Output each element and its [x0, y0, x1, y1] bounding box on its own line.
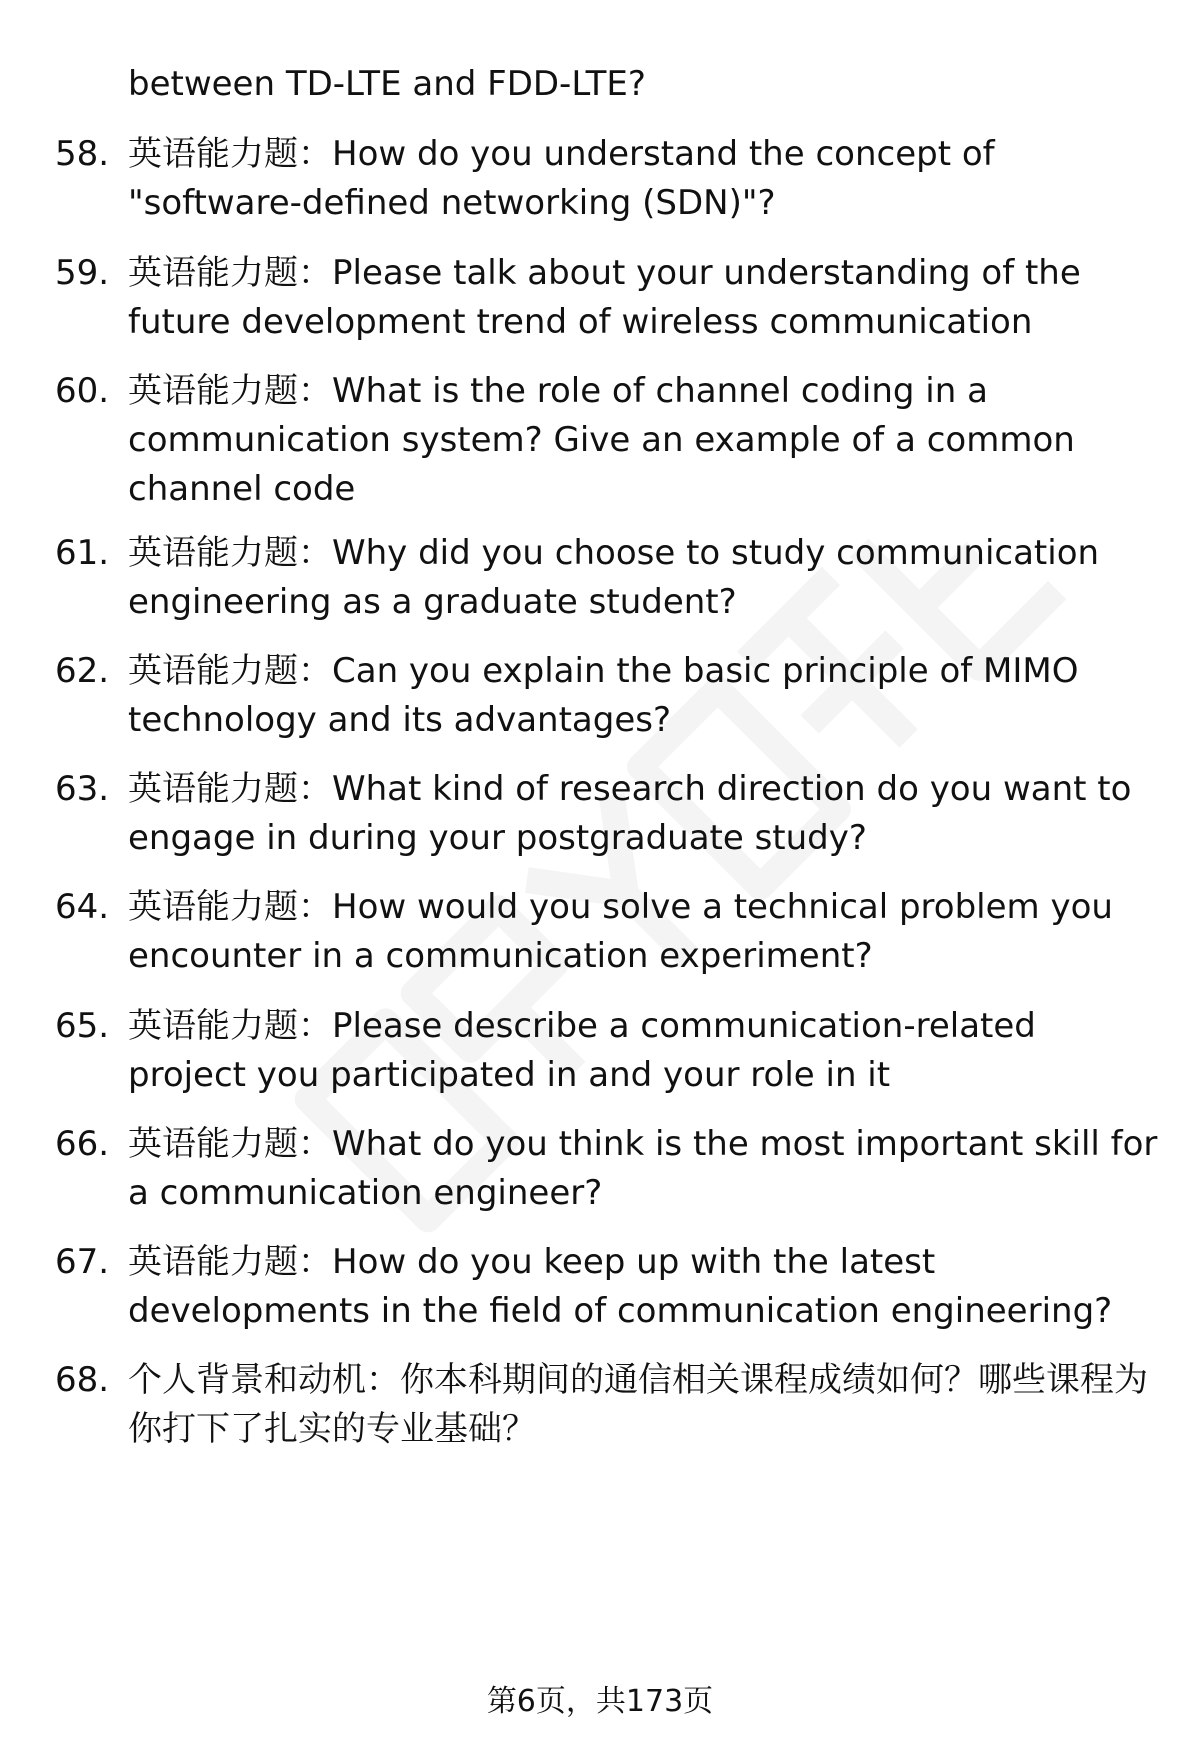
question-number: 66. [55, 1124, 110, 1164]
question-item [55, 1002, 1165, 1100]
question-item [55, 130, 1165, 228]
question-text: 英语能力题：Please talk about your understanding of the future development trend of wireless communication [128, 253, 1081, 342]
question-number: 67. [55, 1242, 110, 1282]
question-item [55, 367, 1165, 514]
page-footer: 第6页，共173页 [486, 1684, 714, 1719]
question-text: 英语能力题：What kind of research direction do you want to engage in during your postgraduate study? [128, 769, 1132, 858]
question-text: 英语能力题：What is the role of channel coding in a communication system? Give an example of a common channel code [128, 371, 1075, 509]
question-number: 65. [55, 1006, 110, 1046]
question-item [55, 1120, 1165, 1218]
question-number: 60. [55, 371, 110, 411]
question-text: 英语能力题：Please describe a communication-related project you participated in and your role in it [128, 1006, 1036, 1095]
question-text: 英语能力题：How do you keep up with the latest developments in the field of communication engineering? [128, 1242, 1113, 1331]
question-item [55, 1238, 1165, 1336]
question-item [55, 249, 1165, 347]
question-item [55, 647, 1165, 745]
question-text: 英语能力题：How would you solve a technical problem you encounter in a communication experiment? [128, 887, 1113, 976]
continuation-text: between TD-LTE and FDD-LTE? [128, 64, 646, 104]
question-number: 62. [55, 651, 110, 691]
question-number: 68. [55, 1360, 110, 1400]
question-number: 59. [55, 253, 110, 293]
question-item [55, 1356, 1165, 1454]
question-item [55, 765, 1165, 863]
question-text: 个人背景和动机：你本科期间的通信相关课程成绩如何？哪些课程为你打下了扎实的专业基础？ [128, 1360, 1148, 1449]
question-text: 英语能力题：Why did you choose to study communication engineering as a graduate student? [128, 533, 1100, 622]
question-item [55, 883, 1165, 981]
question-item [55, 529, 1165, 627]
question-number: 61. [55, 533, 110, 573]
question-number: 63. [55, 769, 110, 809]
question-number: 58. [55, 134, 110, 174]
question-number: 64. [55, 887, 110, 927]
question-text: 英语能力题：Can you explain the basic principle of MIMO technology and its advantages? [128, 651, 1079, 740]
question-text: 英语能力题：What do you think is the most important skill for a communication engineer? [128, 1124, 1158, 1213]
question-text: 英语能力题：How do you understand the concept of "software-defined networking (SDN)"? [128, 134, 995, 223]
